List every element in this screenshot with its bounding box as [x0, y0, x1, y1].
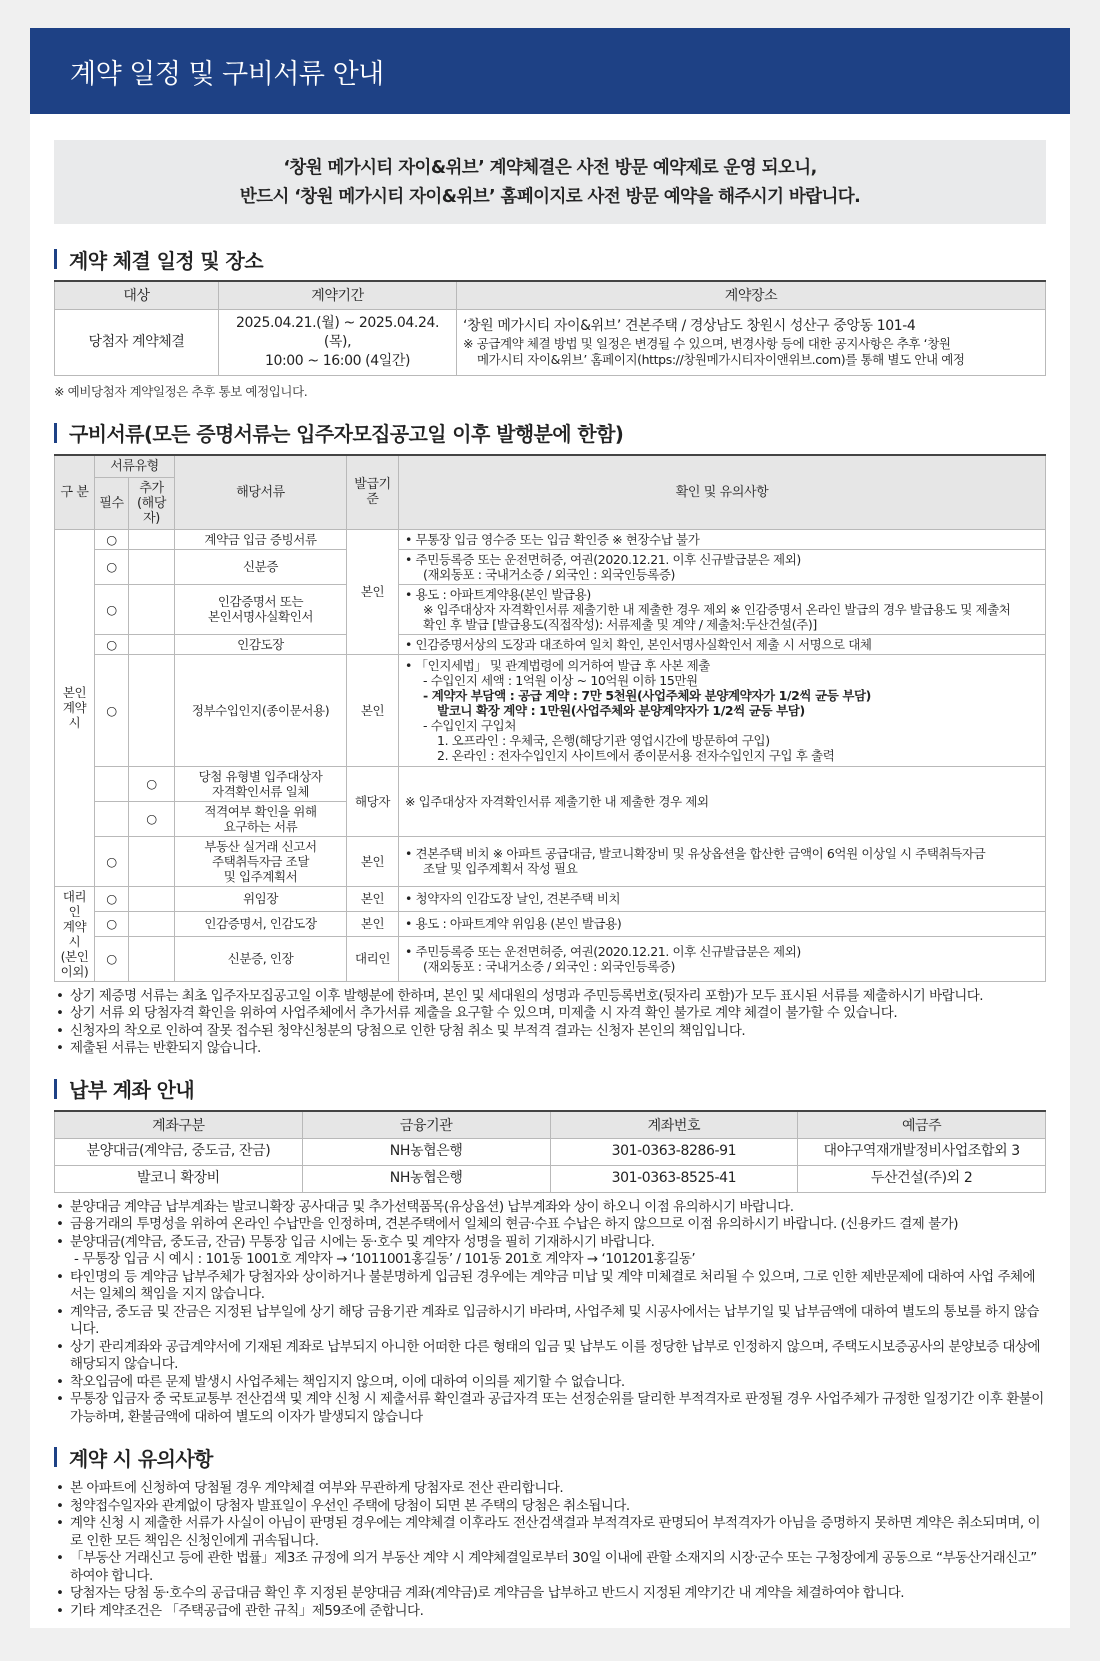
- table-row: [55, 911, 1046, 936]
- section-title-text: 구비서류(모든 증명서류는 입주자모집공고일 이후 발행분에 한함): [69, 422, 624, 446]
- list-item: • 청약접수일자와 관계없이 당첨자 발표일이 우선인 주택에 당첨이 되면 본 주택의 당첨은 취소됩니다.: [54, 1498, 1046, 1516]
- table-header: 금융기관: [302, 1111, 550, 1139]
- list-item: • 착오입금에 따른 문제 발생시 사업주체는 책임지지 않으며, 이에 대하여 이의를 제기할 수 없습니다.: [54, 1374, 1046, 1392]
- table-row: [55, 309, 1046, 375]
- table-header: 예금주: [798, 1111, 1046, 1139]
- table-row: [55, 654, 1046, 766]
- doc-name: 신분증: [175, 549, 347, 584]
- note-line: (재외동포 : 국내거소증 / 외국인 : 외국인등록증): [423, 566, 675, 582]
- list-item: • 상기 관리계좌와 공급계약서에 기재된 계좌로 납부되지 아니한 어떠한 다른 형태의 입금 및 납부도 이를 정당한 납부로 인정하지 않으며, 주택도시보증공사의 분양보증 대상에 해당되지 않습니다.: [54, 1339, 1046, 1374]
- account-number: 301-0363-8286-91: [550, 1138, 798, 1165]
- doc-note: • 인감증명서상의 도장과 대조하여 일치 확인, 본인서명사실확인서 제출 시 서명으로 대체: [399, 634, 1046, 654]
- required-mark: ○: [95, 529, 129, 549]
- category-line: 이외): [60, 963, 89, 979]
- doc-line: 적격여부 확인을 위해: [204, 803, 317, 819]
- section-title-text: 계약 체결 일정 및 장소: [69, 248, 263, 273]
- table-header: 계좌구분: [55, 1111, 303, 1139]
- section-bar: [54, 423, 57, 443]
- additional-mark: [129, 937, 175, 981]
- required-mark: [95, 801, 129, 836]
- doc-note: [399, 654, 1046, 766]
- required-mark: [95, 766, 129, 801]
- required-mark: ○: [95, 634, 129, 654]
- note-line: 확인 후 발급 [발급용도(직접작성): 서류제출 및 계약 / 제출처:두산건설(주)]: [423, 616, 817, 632]
- additional-mark: [129, 836, 175, 886]
- doc-line: 주택취득자금 조달: [212, 853, 309, 869]
- issuer: 본인: [347, 654, 399, 766]
- doc-note: ※ 입주대상자 자격확인서류 제출기한 내 제출한 경우 제외: [399, 766, 1046, 836]
- doc-note: • 청약자의 인감도장 날인, 견본주택 비치: [399, 886, 1046, 911]
- required-mark: ○: [95, 549, 129, 584]
- table-header: 대상: [55, 281, 219, 309]
- section-title-schedule: [54, 246, 1046, 272]
- header-line: (해당자): [137, 495, 166, 526]
- required-mark: ○: [95, 836, 129, 886]
- note-line: - 수입인지 구입처: [423, 717, 516, 733]
- note-line: (재외동포 : 국내거소증 / 외국인 : 외국인등록증): [423, 958, 675, 974]
- period-line: 10:00 ~ 16:00 (4일간): [264, 352, 411, 369]
- note-line: 조달 및 입주계획서 작성 필요: [423, 861, 578, 876]
- doc-line: 부동산 실거래 신고서: [204, 838, 317, 854]
- section-bar: [54, 1079, 57, 1099]
- table-row: [55, 549, 1046, 584]
- table-header: 계약기간: [219, 281, 457, 309]
- bank-name: NH농협은행: [302, 1165, 550, 1192]
- header-line: 추가: [139, 480, 164, 496]
- table-row: [55, 1165, 1046, 1192]
- doc-line: 자격확인서류 일체: [212, 783, 309, 799]
- account-holder: 두산건설(주)외 2: [798, 1165, 1046, 1192]
- page: [30, 28, 1070, 1628]
- place-note: ※ 공급계약 체결 방법 및 일정은 변경될 수 있으며, 변경사항 등에 대한 공지사항은 추후 ‘창원: [463, 335, 951, 351]
- doc-note: [399, 584, 1046, 634]
- additional-mark: [129, 634, 175, 654]
- note-line: 2. 온라인 : 전자수입인지 사이트에서 종이문서용 전자수입인지 구입 후 출력: [437, 747, 835, 763]
- note-line: • 견본주택 비치 ※ 아파트 공급대금, 발코니확장비 및 유상옵션을 합산한 금액이 6억원 이상일 시 주택취득자금: [405, 846, 986, 861]
- doc-line: 인감증명서 또는: [217, 594, 304, 609]
- issuer: 대리인: [347, 937, 399, 981]
- table-header: 해당서류: [175, 455, 347, 530]
- list-item-text: 분양대금(계약금, 중도금, 잔금) 무통장 입금 시에는 동·호수 및 계약자 성명을 필히 기재하시기 바랍니다.: [70, 1233, 655, 1250]
- category-line: 대리인: [62, 888, 87, 919]
- schedule-period: [219, 309, 457, 375]
- docs-bullet-list: [54, 988, 1046, 1058]
- doc-name: 인감증명서, 인감도장: [175, 911, 347, 936]
- list-item: • 계약금, 중도금 및 잔금은 지정된 납부일에 상기 해당 금융기관 계좌로 입금하시기 바라며, 사업주체 및 시공사에서는 납부기일 및 납부금액에 대하여 별도의 통보를 하지 않습니다.: [54, 1304, 1046, 1339]
- note-line: ※ 입주대상자 자격확인서류 제출기한 내 제출한 경우 제외 ※ 인감증명서 온라인 발급의 경우 발급용도 및 제출처: [423, 601, 1011, 617]
- list-item: [54, 1234, 1046, 1269]
- note-line: - 수입인지 세액 : 1억원 이상 ~ 10억원 이하 15만원: [423, 672, 698, 688]
- doc-name: [175, 584, 347, 634]
- additional-mark: ○: [129, 766, 175, 801]
- table-row: [55, 529, 1046, 549]
- table-row: [55, 1138, 1046, 1165]
- list-item: • 무통장 입금자 중 국토교통부 전산검색 및 계약 신청 시 제출서류 확인결과 공급자격 또는 선정순위를 달리한 부적격자로 판정될 경우 사업주체가 규정한 일정기간 이후 환불이 가능하며, 환불금액에 대하여 별도의 이자가 발생되지 않습니다: [54, 1391, 1046, 1426]
- period-line: 2025.04.21.(월) ~ 2025.04.24.(목),: [235, 314, 440, 350]
- notice-line: 반드시 ‘창원 메가시티 자이&위브’ 홈페이지로 사전 방문 예약을 해주시기 바랍니다.: [239, 187, 861, 207]
- table-header: 계약장소: [457, 281, 1046, 309]
- doc-name: 계약금 입금 증빙서류: [175, 529, 347, 549]
- table-row: [55, 836, 1046, 886]
- table-header: 필수: [95, 477, 129, 529]
- list-item: • 신청자의 착오로 인하여 잘못 접수된 청약신청분의 당첨으로 인한 당첨 취소 및 부적격 결과는 신청자 본인의 책임입니다.: [54, 1023, 1046, 1041]
- issuer: 본인: [347, 886, 399, 911]
- page-title: 계약 일정 및 구비서류 안내: [70, 58, 384, 90]
- issuer: 본인: [347, 529, 399, 654]
- account-holder: 대야구역재개발정비사업조합외 3: [798, 1138, 1046, 1165]
- table-header: 발급기준: [347, 455, 399, 530]
- schedule-target: 당첨자 계약체결: [55, 309, 219, 375]
- additional-mark: [129, 654, 175, 766]
- note-line: • 주민등록증 또는 운전면허증, 여권(2020.12.21. 이후 신규발급분은 제외): [405, 943, 801, 959]
- account-bullet-list: [54, 1199, 1046, 1427]
- doc-note: • 용도 : 아파트계약 위임용 (본인 발급용): [399, 911, 1046, 936]
- bank-name: NH농협은행: [302, 1138, 550, 1165]
- doc-name: [175, 836, 347, 886]
- content: [30, 140, 1070, 1620]
- table-row: [55, 766, 1046, 801]
- note-line: - 계약자 부담액 : 공급 계약 : 7만 5천원(사업주체와 분양계약자가 1/2씩 균등 부담): [423, 687, 871, 703]
- table-header: 구 분: [55, 455, 95, 530]
- doc-note: • 무통장 입금 영수증 또는 입금 확인증 ※ 현장수납 불가: [399, 529, 1046, 549]
- additional-mark: [129, 549, 175, 584]
- category-self: [55, 529, 95, 886]
- account-type: 발코니 확장비: [55, 1165, 303, 1192]
- table-header: 서류유형: [95, 455, 175, 478]
- required-mark: ○: [95, 654, 129, 766]
- doc-name: 위임장: [175, 886, 347, 911]
- page-banner: [30, 28, 1070, 114]
- section-title-account: [54, 1076, 1046, 1102]
- note-line: 1. 오프라인 : 우체국, 은행(해당기관 영업시간에 방문하여 구입): [437, 732, 770, 748]
- list-item: • 본 아파트에 신청하여 당첨될 경우 계약체결 여부와 무관하게 당첨자로 전산 관리합니다.: [54, 1480, 1046, 1498]
- required-mark: ○: [95, 911, 129, 936]
- doc-line: 요구하는 서류: [223, 818, 298, 834]
- schedule-place: [457, 309, 1046, 375]
- place-note: 메가시티 자이&위브’ 홈페이지(https://창원메가시티자이앤위브.com)를 통해 별도 안내 예정: [477, 351, 965, 367]
- account-type: 분양대금(계약금, 중도금, 잔금): [55, 1138, 303, 1165]
- doc-name: 신분증, 인장: [175, 937, 347, 981]
- section-bar: [54, 249, 57, 269]
- section-title-docs: [54, 420, 1046, 446]
- list-item: • 당첨자는 당첨 동·호수의 공급대금 확인 후 지정된 분양대금 계좌(계약금)로 계약금을 납부하고 반드시 지정된 계약기간 내 계약을 체결하여야 합니다.: [54, 1585, 1046, 1603]
- doc-line: 및 입주계획서: [223, 868, 298, 884]
- additional-mark: [129, 911, 175, 936]
- caution-bullet-list: [54, 1480, 1046, 1620]
- list-item-example: - 무통장 입금 시 예시 : 101동 1001호 계약자 → ‘1011001홍길동’ / 101동 201호 계약자 → ‘101201홍길동’: [74, 1251, 696, 1267]
- note-line: 발코니 확장 계약 : 1만원(사업주체와 분양계약자가 1/2씩 균등 부담): [437, 702, 805, 718]
- doc-line: 본인서명사실확인서: [207, 609, 314, 624]
- account-number: 301-0363-8525-41: [550, 1165, 798, 1192]
- list-item: • 분양대금 계약금 납부계좌는 발코니확장 공사대금 및 추가선택품목(유상옵션) 납부계좌와 상이 하오니 이점 유의하시기 바랍니다.: [54, 1199, 1046, 1217]
- doc-name: [175, 801, 347, 836]
- required-mark: ○: [95, 937, 129, 981]
- list-item: • 타인명의 등 계약금 납부주체가 당첨자와 상이하거나 불분명하게 입금된 경우에는 계약금 미납 및 계약 미체결로 처리될 수 있으며, 그로 인한 제반문제에 대하여 사업 주체에서는 일체의 책임을 지지 않습니다.: [54, 1269, 1046, 1304]
- schedule-table: [54, 280, 1046, 376]
- reservation-notice: [54, 140, 1046, 224]
- category-line: 계약 시: [62, 700, 87, 730]
- additional-mark: [129, 886, 175, 911]
- section-title-text: 납부 계좌 안내: [69, 1078, 195, 1102]
- place-line: ‘창원 메가시티 자이&위브’ 견본주택 / 경상남도 창원시 성산구 중앙동 101-4: [463, 317, 916, 334]
- required-mark: ○: [95, 584, 129, 634]
- category-line: 본인: [62, 685, 87, 700]
- table-row: [55, 584, 1046, 634]
- doc-name: 인감도장: [175, 634, 347, 654]
- documents-table: [54, 454, 1046, 982]
- table-row: [55, 937, 1046, 981]
- additional-mark: ○: [129, 801, 175, 836]
- table-header: 확인 및 유의사항: [399, 455, 1046, 530]
- note-line: • 「인지세법」 및 관계법령에 의거하여 발급 후 사본 제출: [405, 657, 710, 673]
- issuer: 본인: [347, 836, 399, 886]
- table-row: [55, 634, 1046, 654]
- list-item: • 상기 서류 외 당첨자격 확인을 위하여 사업주체에서 추가서류 제출을 요구할 수 있으며, 미제출 시 자격 확인 불가로 계약 체결이 불가할 수 있습니다.: [54, 1005, 1046, 1023]
- list-item: • 기타 계약조건은 「주택공급에 관한 규칙」제59조에 준합니다.: [54, 1603, 1046, 1621]
- doc-note: [399, 549, 1046, 584]
- additional-mark: [129, 584, 175, 634]
- doc-name: [175, 766, 347, 801]
- note-line: • 주민등록증 또는 운전면허증, 여권(2020.12.21. 이후 신규발급분은 제외): [405, 551, 801, 567]
- section-title-text: 계약 시 유의사항: [69, 1446, 213, 1471]
- list-item: • 「부동산 거래신고 등에 관한 법률」제3조 규정에 의거 부동산 계약 시 계약체결일로부터 30일 이내에 관할 소재지의 시장·군수 또는 구청장에게 공동으로 “부동산거래신고” 하여야 합니다.: [54, 1550, 1046, 1585]
- list-item: • 제출된 서류는 반환되지 않습니다.: [54, 1040, 1046, 1058]
- list-item: • 금융거래의 투명성을 위하여 온라인 수납만을 인정하며, 견본주택에서 일체의 현금·수표 수납은 하지 않으므로 이점 유의하시기 바랍니다. (신용카드 결제 불가): [54, 1216, 1046, 1234]
- note-line: • 용도 : 아파트계약용(본인 발급용): [405, 586, 591, 602]
- table-header: 계좌번호: [550, 1111, 798, 1139]
- category-line: 계약 시: [62, 918, 87, 949]
- list-item: • 계약 신청 시 제출한 서류가 사실이 아님이 판명된 경우에는 계약체결 이후라도 전산검색결과 부적격자로 판명되어 부적격자가 아님을 증명하지 못하면 계약은 취소되며며, 이로 인한 모든 책임은 신청인에게 귀속됩니다.: [54, 1515, 1046, 1550]
- category-proxy: [55, 886, 95, 981]
- section-bar: [54, 1447, 57, 1467]
- doc-note: [399, 836, 1046, 886]
- issuer: 해당자: [347, 766, 399, 836]
- table-row: [55, 886, 1046, 911]
- additional-mark: [129, 529, 175, 549]
- table-header: [129, 477, 175, 529]
- notice-line: ‘창원 메가시티 자이&위브’ 계약체결은 사전 방문 예약제로 운영 되오니,: [283, 158, 817, 178]
- doc-note: [399, 937, 1046, 981]
- section-title-caution: [54, 1444, 1046, 1470]
- account-table: [54, 1110, 1046, 1193]
- category-line: (본인: [60, 948, 89, 964]
- list-item: • 상기 제증명 서류는 최초 입주자모집공고일 이후 발행분에 한하며, 본인 및 세대원의 성명과 주민등록번호(뒷자리 포함)가 모두 표시된 서류를 제출하시기 바랍니다.: [54, 988, 1046, 1006]
- required-mark: ○: [95, 886, 129, 911]
- schedule-footnote: ※ 예비당첨자 계약일정은 추후 통보 예정입니다.: [54, 383, 308, 399]
- issuer: 본인: [347, 911, 399, 936]
- doc-line: 당첨 유형별 입주대상자: [198, 768, 323, 784]
- doc-name: 정부수입인지(종이문서용): [175, 654, 347, 766]
